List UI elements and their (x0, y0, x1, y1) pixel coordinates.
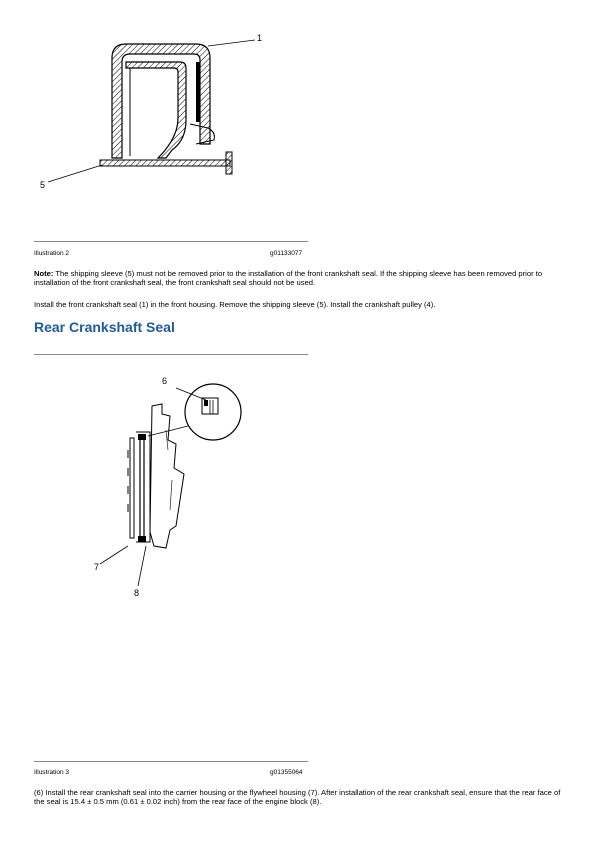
illustration-3-figure (80, 370, 280, 600)
note-text: The shipping sleeve (5) must not be removed prior to the installation of the front crankshaft seal. If the shipping sleeve has been removed prior to installation of the front crankshaft seal, the front crankshaft seal should not be used. (34, 269, 543, 288)
section-title: Rear Crankshaft Seal (34, 319, 175, 335)
illustration-2-label: Illustration 2 (34, 250, 70, 257)
illustration-3-id: g01355064 (270, 769, 303, 776)
caption-rule-2 (34, 761, 308, 762)
callout-1: 1 (257, 33, 263, 43)
callout-7: 7 (94, 562, 100, 572)
illustration-2-figure (30, 28, 310, 208)
front-seal-drawing (30, 28, 310, 208)
install-front-paragraph: Install the front crankshaft seal (1) in the front housing. Remove the shipping sleeve (5). Install the crankshaft pulley (4). (34, 300, 436, 309)
illustration-3-label: Illustration 3 (34, 769, 70, 776)
rear-seal-drawing (80, 370, 280, 600)
note-label: Note: (34, 269, 54, 278)
caption-rule-1 (34, 241, 308, 242)
note-paragraph (34, 269, 564, 287)
callout-5: 5 (40, 180, 46, 190)
callout-6: 6 (162, 376, 168, 386)
section-rule (34, 354, 308, 355)
callout-8: 8 (134, 588, 140, 598)
illustration-2-id: g01133077 (270, 250, 303, 257)
install-rear-paragraph: (6) Install the rear crankshaft seal into the carrier housing or the flywheel housing (7). After installation of the rear crankshaft seal, ensure that the rear face of the seal is 15.4 ± 0.5 mm (0.61 ± 0.02 inch) from the rear face of the engine block (8). (34, 788, 561, 807)
